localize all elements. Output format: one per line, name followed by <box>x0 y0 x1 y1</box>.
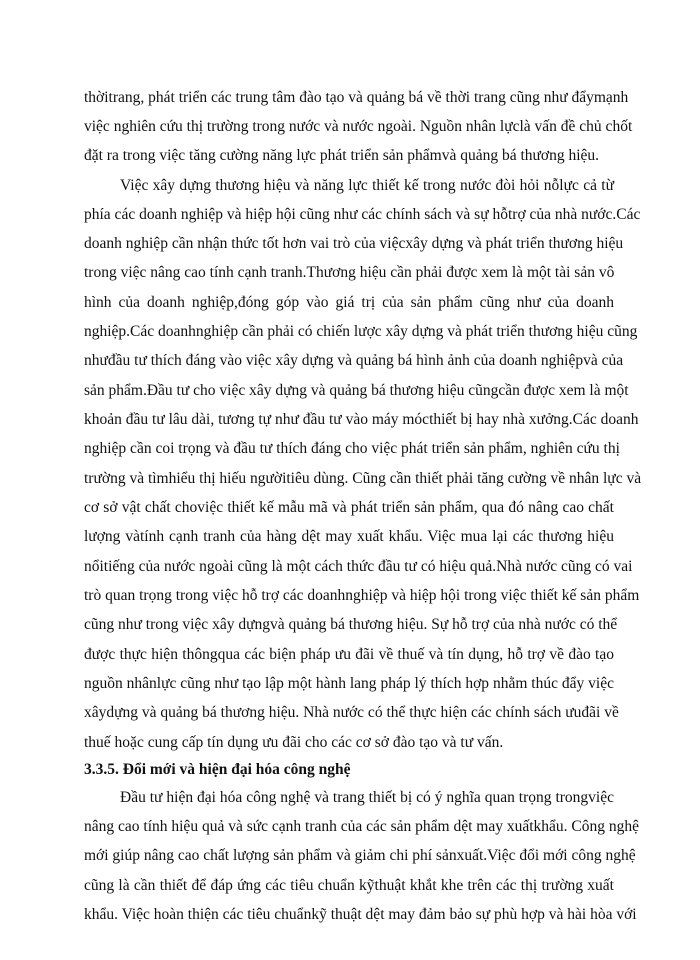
paragraph-line: nhưđầu tư thích đáng vào việc xây dựng và quảng bá hình ảnh của doanh nghiệpvà của <box>84 352 624 369</box>
paragraph-line: khẩu. Việc hoàn thiện các tiêu chuẩnkỹ thuật dệt may đảm bảo sự phù hợp và hài hòa với <box>84 906 637 923</box>
paragraph-line: khoản đầu tư lâu dài, tương tự như đầu tư vào máy mócthiết bị hay nhà xưởng.Các doanh <box>84 411 639 428</box>
paragraph-line: đặt ra trong việc tăng cường năng lực phát triển sản phẩmvà quảng bá thương hiệu. <box>84 147 600 164</box>
paragraph-line: sản phẩm.Đầu tư cho việc xây dựng và quảng bá thương hiệu cũngcần được xem là một <box>84 382 629 399</box>
paragraph-line: xâydựng và quảng bá thương hiệu. Nhà nước có thể thực hiện các chính sách ưuđãi về <box>84 704 619 721</box>
paragraph-line: Đầu tư hiện đại hóa công nghệ và trang thiết bị có ý nghĩa quan trọng trongviệc <box>120 789 614 806</box>
section-heading: 3.3.5. Đổi mới và hiện đại hóa công nghệ <box>84 761 351 778</box>
paragraph-line: nổitiếng của nước ngoài cũng là một cách thức đầu tư có hiệu quả.Nhà nước cũng có vai <box>84 558 633 575</box>
paragraph-line: lượng vàtính cạnh tranh của hàng dệt may xuất khẩu. Việc mua lại các thương hiệu <box>84 528 614 545</box>
paragraph-line: nghiệp cần coi trọng và đầu tư thích đáng cho việc phát triển sản phẩm, nghiên cứu thị <box>84 440 620 457</box>
paragraph-line: nguồn nhânlực cũng như tạo lập một hành lang pháp lý thích hợp nhằm thúc đẩy việc <box>84 675 614 692</box>
paragraph-line: thuế hoặc cung cấp tín dụng ưu đãi cho các cơ sở đào tạo và tư vấn. <box>84 734 504 751</box>
paragraph-line: trò quan trọng trong việc hỗ trợ các doanhnghiệp và hiệp hội trong việc thiết kế sản phẩm <box>84 587 640 604</box>
paragraph-line: trong việc nâng cao tính cạnh tranh.Thương hiệu cần phải được xem là một tài sản vô <box>84 264 615 281</box>
paragraph-line: hình của doanh nghiệp,đóng góp vào giá trị của sản phẩm cũng như của doanh <box>84 294 614 311</box>
paragraph-line: thờitrang, phát triển các trung tâm đào tạo và quảng bá về thời trang cũng như đẩymạnh <box>84 89 629 106</box>
paragraph-line: Việc xây dựng thương hiệu và năng lực thiết kế trong nước đòi hỏi nỗlực cả từ <box>120 177 614 194</box>
paragraph-line: nghiệp.Các doanhnghiệp cần phải có chiến lược xây dựng và phát triển thương hiệu cũng <box>84 323 638 340</box>
paragraph-line: phía các doanh nghiệp và hiệp hội cũng như các chính sách và sự hỗtrợ của nhà nước.Các <box>84 206 641 223</box>
paragraph-line: cũng là cần thiết để đáp ứng các tiêu chuẩn kỹthuật khắt khe trên các thị trường xuất <box>84 877 614 894</box>
paragraph-line: trường và tìmhiểu thị hiếu ngườitiêu dùng. Cũng cần thiết phải tăng cường về nhân lực và <box>84 470 642 487</box>
paragraph-line: nâng cao tính hiệu quả và sức cạnh tranh của các sản phẩm dệt may xuấtkhẩu. Công nghệ <box>84 818 640 835</box>
paragraph-line: việc nghiên cứu thị trường trong nước và nước ngoài. Nguồn nhân lựclà vấn đề chủ chốt <box>84 118 633 135</box>
paragraph-line: cũng như trong việc xây dựngvà quảng bá thương hiệu. Sự hỗ trợ của nhà nước có thể <box>84 616 618 633</box>
paragraph-line: được thực hiện thôngqua các biện pháp ưu đãi về thuế và tín dụng, hỗ trợ về đào tạo <box>84 646 614 663</box>
paragraph-line: cơ sở vật chất choviệc thiết kế mẫu mã và phát triển sản phẩm, qua đó nâng cao chất <box>84 499 614 516</box>
paragraph-line: mới giúp nâng cao chất lượng sản phẩm và giảm chi phí sảnxuất.Việc đổi mới công nghệ <box>84 847 636 864</box>
paragraph-line: doanh nghiệp cần nhận thức tốt hơn vai trò của việcxây dựng và phát triển thương hiệu <box>84 235 624 252</box>
